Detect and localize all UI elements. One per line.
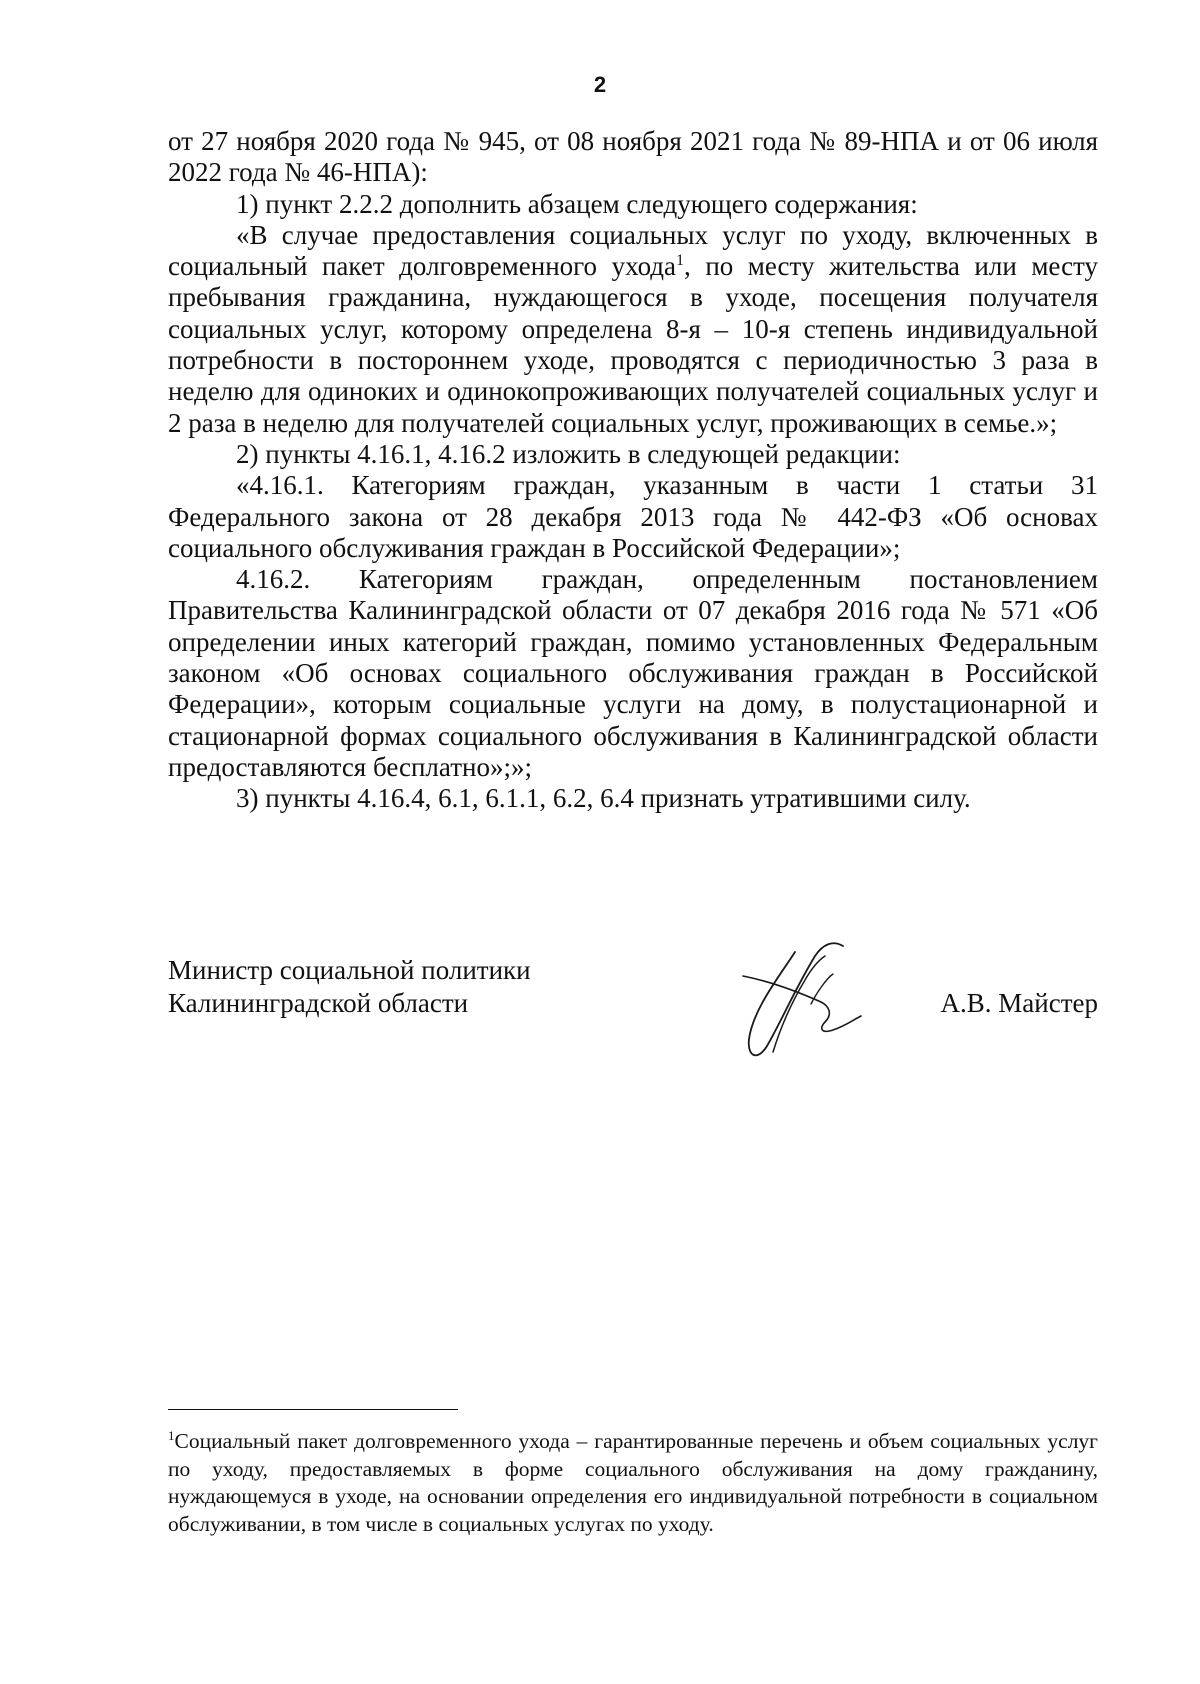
paragraph-item-3: 3) пункты 4.16.4, 6.1, 6.1.1, 6.2, 6.4 признать утратившими силу. xyxy=(236,783,971,814)
page-number: 2 xyxy=(593,72,607,97)
footnote-separator xyxy=(168,1409,458,1410)
paragraph-4-16-2: 4.16.2. Категориям граждан, определенным постановлением Правительства Калининградской области от 07 декабря 2016 года № 571 «Об определении иных категорий граждан, помимо установленных Федеральным законом «Об основах социального обслуживания граждан в Российской Федерации», которым социальные услуги на дому, в полустационарной и стационарной формах социального обслуживания в Калининградской области предоставляются бесплатно»;»; xyxy=(168,564,1098,782)
signature-block xyxy=(168,954,1098,1074)
signer-name: А.В. Майстер xyxy=(940,988,1098,1018)
paragraph-item-2: 2) пункты 4.16.1, 4.16.2 изложить в следующей редакции: xyxy=(236,438,901,469)
paragraph-item-1-text xyxy=(168,220,1098,439)
footnote-text: Социальный пакет долговременного ухода – гарантированные перечень и объем социальных услуг по уходу, предоставляемых в форме социального обслуживания на дому гражданину, нуждающемуся в уходе, на основании определения его индивидуальной потребности в социальном обслуживании, в том числе в социальных услугах по уходу. xyxy=(168,1429,1098,1536)
signer-position xyxy=(168,954,531,1020)
footnote xyxy=(168,1428,1098,1538)
paragraph-item-1-text-start: «В случае предоставления социальных услуг по уходу, включенных в социальный пакет долговременного ухода xyxy=(168,219,1098,282)
handwritten-signature xyxy=(733,934,903,1074)
paragraph-4-16-1: «4.16.1. Категориям граждан, указанным в части 1 статьи 31 Федерального закона от 28 декабря 2013 года № 442-ФЗ «Об основах социального обслуживания граждан в Российской Федерации»; xyxy=(168,470,1098,563)
footnote-mark: 1 xyxy=(168,1427,175,1443)
signer-position-line-1: Министр социальной политики xyxy=(168,955,531,985)
document-body xyxy=(168,126,1098,815)
paragraph-item-1: 1) пункт 2.2.2 дополнить абзацем следующего содержания: xyxy=(236,188,918,219)
paragraph-item-1-text-end: , по месту жительства или месту пребывания гражданина, нуждающегося в уходе, посещения получателя социальных услуг, которому определена 8-я – 10-я степень индивидуальной потребности в постороннем уходе, проводятся с периодичностью 3 раза в неделю для одиноких и одинокопроживающих получателей социальных услуг и 2 раза в неделю для получателей социальных услуг, проживающих в семье.»; xyxy=(168,251,1098,438)
signer-position-line-2: Калининградской области xyxy=(168,988,469,1018)
paragraph-amendment-references: от 27 ноября 2020 года № 945, от 08 ноября 2021 года № 89-НПА и от 06 июля 2022 года № 46-НПА): xyxy=(168,126,1098,188)
footnote-reference-mark: 1 xyxy=(676,252,685,270)
